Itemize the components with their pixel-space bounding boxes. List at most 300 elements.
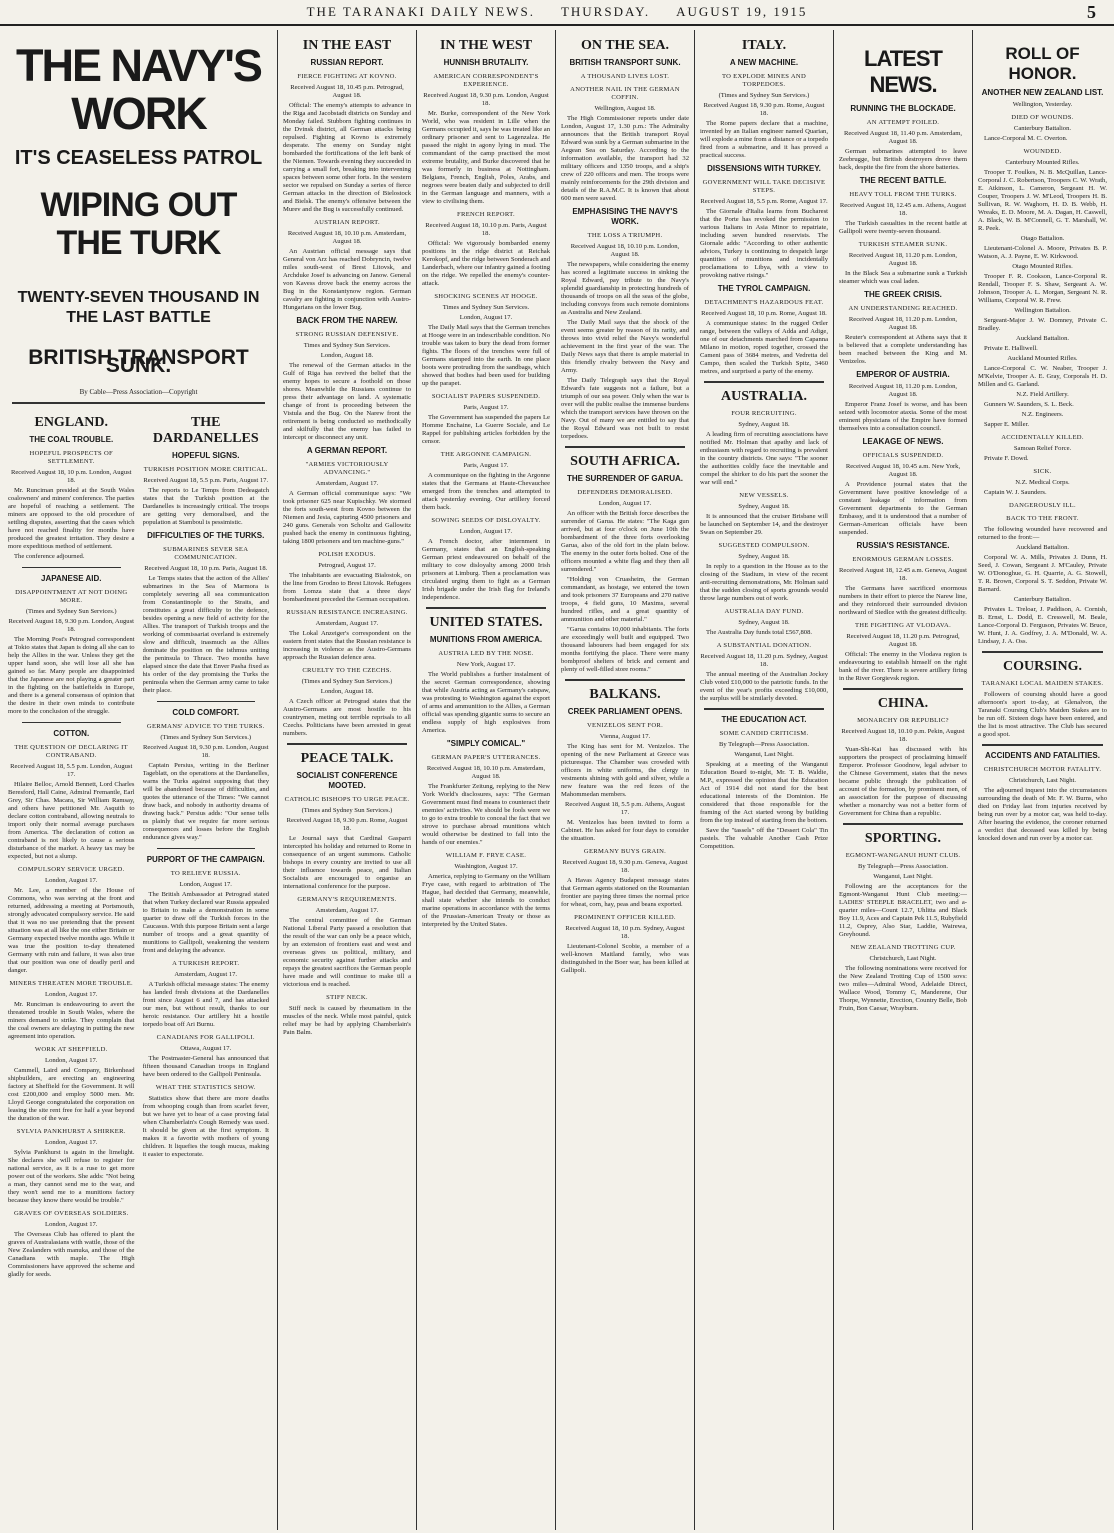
article-subhead: HOPEFUL PROSPECTS OF SETTLEMENT. xyxy=(29,450,113,465)
section-title: COURSING. xyxy=(1003,659,1082,674)
section-title: PEACE TALK. xyxy=(300,751,394,766)
article-subhead: WHAT THE STATISTICS SHOW. xyxy=(155,1084,256,1091)
article-headline: BRITISH TRANSPORT SUNK. xyxy=(569,58,681,67)
dateline: Received August 18, 10 p.m. Rome, August 18. xyxy=(701,310,827,317)
masthead xyxy=(0,0,1114,26)
article-headline: THE RECENT BATTLE. xyxy=(859,176,947,185)
divider xyxy=(157,848,256,849)
dateline: Received August 18, 11.20 p.m. London, August 18. xyxy=(848,252,958,267)
dateline: Received August 18, 11.20 p.m. Petrograd, August 18. xyxy=(846,633,960,648)
dateline: London, August 17. xyxy=(459,528,513,535)
section-title: UNITED STATES. xyxy=(429,615,543,630)
article-body: A German official communique says: "We took prisoner 625 near Kupischky. We stormed the forts south-west from Kovno between the Niemen and Jesia, capturing 4500 prisoners and 240 guns. Generals von Scholtz and Gallowitz pushed back the enemy in continuous fighting, taking 1800 prisoners and ten machine-guns." xyxy=(283,490,411,545)
paper-name: THE TARANAKI DAILY NEWS. xyxy=(306,4,535,19)
article-headline: THE COAL TROUBLE. xyxy=(29,435,114,444)
article-body: Official: The enemy in the Vlodava region is endeavouring to establish himself on the right bank of the river. There is severe artillery firing in the River Gorgievsk region. xyxy=(839,651,967,682)
article-subhead: AMERICAN CORRESPONDENT'S EXPERIENCE. xyxy=(433,73,539,88)
article-body: Reuter's correspondent at Athens says that it is believed that a complete understanding has been reached between the King and M. Venizelos. xyxy=(839,334,967,365)
dateline: Ottawa, August 17. xyxy=(180,1045,232,1052)
casualty-list: Captain W. J. Saunders. xyxy=(984,489,1047,496)
article-subhead: FRENCH REPORT. xyxy=(457,211,515,218)
article-body: German submarines attempted to leave Zeebrugge, but British destroyers drove them back, despite the fire from the shore batteries. xyxy=(839,148,967,171)
article-headline: COTTON. xyxy=(53,729,90,738)
article-headline: MUNITIONS FROM AMERICA. xyxy=(429,635,543,644)
article-headline: DISSENSIONS WITH TURKEY. xyxy=(707,164,821,173)
article-headline: HUNNISH BRUTALITY. xyxy=(443,58,529,67)
section-title: LATEST NEWS. xyxy=(864,46,942,97)
section-title: ITALY. xyxy=(741,38,787,53)
article-body: Statistics show that there are more deaths from whooping cough than from scarlet fever, but we have yet to hear of a case proving fatal when Chamberlain's Cough Remedy was used. It should be given at the first symptom. It makes it a favorite with mothers of young children. It liquefies the tough mucus, making it easier to expectorate. xyxy=(142,1095,269,1158)
section-title: IN THE EAST xyxy=(302,38,392,53)
article-subhead: ANOTHER NAIL IN THE GERMAN COFFIN. xyxy=(570,86,680,101)
article-subhead: BACK TO THE FRONT. xyxy=(1006,515,1079,522)
dardanelles-column xyxy=(143,409,270,1281)
unit-name: N.Z. Medical Corps. xyxy=(1015,479,1070,486)
casualty-list: Private E. Halliwell. xyxy=(984,345,1038,352)
article-subhead: WILLIAM F. FRYE CASE. xyxy=(445,852,527,859)
england-column xyxy=(8,409,135,1281)
article-subhead: SHOCKING SCENES AT HOOGE. xyxy=(434,293,538,300)
article-headline: THE SURRENDER OF GARUA. xyxy=(566,474,683,483)
article-subhead: GERMANY'S REQUIREMENTS. xyxy=(297,896,397,903)
article-headline: EMPHASISING THE NAVY'S WORK. xyxy=(572,207,678,226)
source-line: (Times and Sydney Sun Services.) xyxy=(718,92,810,99)
article-body: Le Temps states that the action of the Allies' submarines in the Sea of Marmora is completely severing all sea communication from Constantinople to the Straits, and constitutes a great difficulty to the defence, besides opening a new field of activity for the Allies. The transport of Turkish troops and the working of commissariat overland is extremely slow and difficult, inasmuch as the Allies dominate the position on the isthmus uniting the peninsula to Thrace. Two months have elapsed since the date that Enver Pasha fixed as his order of the day promising the Turks the peninsula when the German army came to take their place. xyxy=(142,575,269,694)
article-body: The adjourned inquest into the circumstances surrounding the death of Mr. F. W. Burns, who died on Friday last from injuries received by being run over by a motor car, was held to-day. After hearing the evidence, the coroner returned a verdict that deceased was killed by being knocked down and run over by a motor car. xyxy=(978,787,1107,842)
article-subhead: CRUELTY TO THE CZECHS. xyxy=(302,667,392,674)
column-italy xyxy=(695,30,834,1530)
casualty-list: Trooper T. Foulkes, N. B. McQuillan, Lance-Corporal J. C. Robertson, Troopers C. W. Wrath, E. Atkinson, L. Cameron, Sergeant H. W. Couper, Troopers J. W. M'Leod, Troopers H. B. Sullivan, R. W. Waghorn, H. D. B. Webb, H. Wreaks, E. D. Moore, M. A. Dagan, H. Caswell, A. Black, W. B. M'Connell, G. T. Marshall, W. R. Peek. xyxy=(978,169,1107,232)
dateline: Received August 18, 12.45 a.m. Athens, August 18. xyxy=(839,202,967,217)
article-subhead: GERMAN PAPER'S UTTERANCES. xyxy=(431,754,541,761)
dateline: Sydney, August 18. xyxy=(738,619,790,626)
unit-name: Canterbury Battalion. xyxy=(1013,125,1072,132)
article-body: The conference adjourned. xyxy=(14,553,85,560)
article-body: Official: The enemy's attempts to advance in the Riga and Jacobstadt districts on Sunday and Monday failed. Stubborn fighting continues in the Dvinsk district, all German attacks being repulsed. Fighting at Kovno is extremely desperate. The enemy on Sunday night bombarded the fortifications of the left bank of the Niemen. Towards evening they succeeded in carrying a small fort, breaking into intervening spaces between some other forts. In the western sector we repulsed on Sunday a series of fierce German attacks in the direction of Bielostock and Bielsk. The enemy's offensive between the Murev and the Bug is successfully continued. xyxy=(283,102,411,213)
divider xyxy=(982,651,1103,653)
lead-story xyxy=(0,30,278,1530)
dateline: Received August 18, 5.5 p.m. London, August 17. xyxy=(10,763,133,778)
headline-battle: TWENTY-SEVEN THOUSAND IN THE LAST BATTLE xyxy=(17,289,260,326)
dateline: Received August 18, 10.10 p.m. London, August 18. xyxy=(570,243,680,258)
article-subhead: NEW VESSELS. xyxy=(739,492,789,499)
article-body: Captain Persius, writing in the Berliner Tageblatt, on the operations at the Dardanelles, warns the Turks against supposing that they will be abandoned because of difficulties, and quotes the utterance of the Times: "We cannot draw back, and nobody in authority dreams of drawing back." Persius adds: "Our sense tells us plainly that we require far more serious consequences and losses before the English endurance gives way." xyxy=(142,762,269,841)
dateline: Received August 18, 10.10 p.m. Amsterdam, August 18. xyxy=(287,230,407,245)
article-body: The central committee of the German National Liberal Party passed a resolution that the result of the war can only be a peace which, by an extension of frontiers east and west and overseas gives us political, military, and economic security against further attacks and repays the greatest sacrifices the German people have made and will continue to make till a victorious end is reached. xyxy=(283,917,411,988)
section-title: ON THE SEA. xyxy=(580,38,670,53)
article-subhead: RUSSIAN RESISTANCE INCREASING. xyxy=(286,609,408,616)
column-roll-of-honor xyxy=(973,30,1112,1530)
article-body: "Garua contains 10,000 inhabitants. The forts are exceedingly well built and equipped. Two thousand labourers had been engaged for six months fortifying the place. There were many bombproof shelters of brick and cement and plenty of well-filled store rooms." xyxy=(561,626,689,673)
divider xyxy=(843,823,963,825)
dateline: Received August 18, 10 p.m. Paris, August 18. xyxy=(144,565,268,572)
divider xyxy=(22,567,121,568)
article-body: A Havas Agency Budapest message states that German agents stationed on the Roumanian frontier are paying three times the normal price for wheat, corn, hay, peas and beans exported. xyxy=(561,877,689,908)
article-headline: DIFFICULTIES OF THE TURKS. xyxy=(147,531,265,540)
article-subhead: THE FIGHTING AT VLODAVA. xyxy=(854,622,952,629)
article-subhead: STRONG RUSSIAN DEFENSIVE. xyxy=(295,331,399,338)
dateline: Received August 18, 10.45 a.m. New York, August 18. xyxy=(845,463,961,478)
article-body: Yuan-Shi-Kai has discussed with his supporters the prospect of proclaiming himself Emperor. Professor Goodnow, legal adviser to the Chinese Government, states that the news became public through the publication of account of the formation, by prominent men, of an association for the purpose of discussing whether a monarchy was not a better form of Government for China than a republic. xyxy=(839,746,967,817)
article-body: A Turkish official message states: The enemy has landed fresh divisions at the Dardanelles front since August 6 and 7, and has attacked our men, but without result, thanks to our heroic resistance. Our artillery hit a hostile torpedo boat off Ari Burnu. xyxy=(142,981,269,1028)
divider xyxy=(22,722,121,723)
casualty-list: Gunners W. Saunders, S. L. Beck. xyxy=(984,401,1074,408)
divider xyxy=(843,688,963,690)
dateline: London, August 17. xyxy=(179,881,232,888)
dateline: Received August 18, 9.30 p.m. Rome, August 18. xyxy=(703,102,825,117)
dateline: Paris, August 17. xyxy=(463,462,509,469)
unit-name: Canterbury Mounted Rifles. xyxy=(1005,159,1080,166)
divider xyxy=(982,744,1103,746)
page-number: 5 xyxy=(1087,2,1098,22)
dateline: Received August 18, 11.20 p.m. London, August 18. xyxy=(848,383,958,398)
dateline: Amsterdam, August 17. xyxy=(315,620,379,627)
dateline: London, August 17. xyxy=(598,500,652,507)
dateline: Wellington, Yesterday. xyxy=(1012,101,1073,108)
casualty-list: Sapper E. Miller. xyxy=(984,421,1030,428)
article-subhead: AUSTRIA LED BY THE NOSE. xyxy=(438,650,534,657)
dateline: Amsterdam, August 17. xyxy=(315,480,379,487)
article-subhead: DISAPPOINTMENT AT NOT DOING MORE. xyxy=(15,589,128,604)
article-subhead: DEFENDERS DEMORALISED. xyxy=(577,489,673,496)
casualty-list: Private F. Dowd. xyxy=(984,455,1029,462)
casualty-list: Sergeant-Major J. W. Domney, Private C. Bradley. xyxy=(978,317,1107,332)
source-line: Times and Sydney Sun Services. xyxy=(303,342,391,349)
dateline: Received August 18, 9.30 p.m. London, August 18. xyxy=(423,92,549,107)
article-body: The Postmaster-General has announced that fifteen thousand Canadian troops in England have been ordered to the Gallipoli Peninsula. xyxy=(142,1055,269,1078)
article-body: America, replying to Germany on the William Frye case, with regard to arbitration of The Hague, had decided that Germany, meanwhile, shall state whether she intends to conduct marine operations in accordance with the terms of the Prussian-American Treaty or those as interpreted by the United States. xyxy=(422,873,550,928)
article-subhead: SICK. xyxy=(1033,468,1052,475)
dateline: Paris, August 17. xyxy=(463,404,509,411)
article-subhead: CHRISTCHURCH MOTOR FATALITY. xyxy=(983,766,1102,773)
article-body: Mr. Lee, a member of the House of Commons, who was serving at the front and returned, addressing a meeting at Portsmouth, strongly advocated compulsory service. He said that it was no use pretending that the present situation was at all like the one either Britain or Germany expected twelve months ago. While it was true the position to-day threatened Germany with ruin and failure, it was also true that our position was one of deadly peril and danger. xyxy=(8,887,135,974)
article-subhead: TO EXPLODE MINES AND TORPEDOES. xyxy=(721,73,807,88)
article-subhead: GOVERNMENT WILL TAKE DECISIVE STEPS. xyxy=(702,179,826,194)
article-subhead: GERMANY BUYS GRAIN. xyxy=(583,848,667,855)
article-headline: "SIMPLY COMICAL." xyxy=(446,739,526,748)
divider xyxy=(704,381,824,383)
article-body: A leading firm of recruiting associations have notified Mr. Holman that apathy and lack of enthusiasm with regard to recruiting is prevalent in the country districts. One says: "The sooner the authorities coldly face the inevitable and compel the shirker to do his part the sooner the war will end." xyxy=(700,431,828,486)
dateline: Received August 18, 9.30 p.m. Geneva, August 18. xyxy=(562,859,688,874)
unit-name: Samoan Relief Force. xyxy=(1013,445,1072,452)
article-body: The Lokal Anzeiger's correspondent on the eastern front states that the Russian resistance is increasing in violence as the Austro-Germans approach the Russian defence area. xyxy=(283,630,411,661)
issue-date: AUGUST 19, 1915 xyxy=(676,4,808,19)
dateline: Washington, August 17. xyxy=(454,863,518,870)
article-body: The renewal of the German attacks in the Gulf of Riga has revived the belief that the enemy hopes to secure a foothold on those shores. Meanwhile the Russians continue to press their advantage on land. A systematic change of front is proceeding between the Vistula and the Bug. On the Narew front the retirement is being conducted so methodically and skilfully that the enemy has failed to intercept or disconnect any unit. xyxy=(283,362,411,441)
dateline: London, August 18. xyxy=(320,352,374,359)
article-subhead: GRAVES OF OVERSEAS SOLDIERS. xyxy=(13,1210,129,1217)
article-subhead: SYLVIA PANKHURST A SHIRKER. xyxy=(16,1128,126,1135)
issue-day: THURSDAY. xyxy=(560,4,651,19)
article-subhead: SOME CANDID CRITICISM. xyxy=(719,730,809,737)
casualty-list: Corporal W. A. Mills, Privates J. Dunn, H. Seed, J. Cowan, Sergeant J. M'Cauley, Private W. O'Donoghue, G. H. Quarrie, A. G. Stowell, T. R. Brown, Corporal S. T. Seddon, Private W. Barnard. xyxy=(978,554,1107,593)
article-body: The Daily Mail says that the German trenches at Hooge were in an indescribable condition. No trouble was taken to bury the dead from former fights. The floors of the trenches were full of Germans stamped into the earth. In one place boots were protruding from the sandbags, which showed that bodies had been used for building up the parapet. xyxy=(422,324,550,387)
article-subhead: A THOUSAND LIVES LOST. xyxy=(580,73,670,80)
article-body: The Government has suspended the papers Le Homme Enchaine, La Guerre Sociale, and Le Rappel for publishing articles forbidden by the censor. xyxy=(422,414,550,445)
article-subhead: THE LOSS A TRIUMPH. xyxy=(587,232,663,239)
divider xyxy=(12,402,265,404)
section-title: AUSTRALIA. xyxy=(721,389,807,404)
section-title: ENGLAND. xyxy=(34,415,108,430)
column-west xyxy=(417,30,556,1530)
article-body: A communique on the fighting in the Argonne states that the Germans at Haute-Chevauchee emerged from the trenches and attempted to attack yesterday evening. Our artillery forced them back. xyxy=(422,472,550,511)
article-subhead: STIFF NECK. xyxy=(326,994,368,1001)
article-body: It is announced that the cruiser Brisbane will be launched on September 14, and the destroyer Swan on September 29. xyxy=(700,513,828,536)
article-body: A Czech officer at Petrograd states that the Austro-Germans are most hostile to his countrymen, meting out terrible reprisals to all Czechs. Politicians have been arrested in great numbers. xyxy=(283,698,411,737)
dateline: Christchurch, Last Night. xyxy=(869,955,937,962)
article-subhead: OFFICIALS SUSPENDED. xyxy=(862,452,944,459)
article-subhead: A TURKISH REPORT. xyxy=(172,960,240,967)
article-subhead: TARANAKI LOCAL MAIDEN STAKES. xyxy=(981,680,1104,687)
article-body: Speaking at a meeting of the Wanganui Education Board to-night, Mr. T. B. Waldie, M.P., expressed the opinion that the Education Act of 1914 did not stand for the best educational interests of the Dominion. He considered that those responsible for the framing of the Act started wrong by building from the top instead of starting from the bottom. xyxy=(700,761,828,824)
article-headline: THE GREEK CRISIS. xyxy=(864,290,942,299)
article-headline: CREEK PARLIAMENT OPENS. xyxy=(567,707,683,716)
article-body: An officer with the British force describes the surrender of Garua. He states: "The Kaga gun arrived, but at four o'clock on June 10th the bombardment of the three forts overlooking Garua, also of the old fort in the plain below. The enemy in the outer forts bolted. One of the officers mounted a white flag and they then all surrendered." xyxy=(561,510,689,573)
dateline: Sydney, August 18. xyxy=(738,421,790,428)
source-line: Times and Sydney Sun Services. xyxy=(442,304,530,311)
article-body: The following nominations were received for the New Zealand Trotting Cup of 1500 sovs: two miles—Admiral Wood, Adelaide Direct, Wallace Wood, Tommy C, Manderene, Our Thorpe, Wynnette, Erection, Country Belle, Bob Fruin, Bon Caesar, Wrayburn. xyxy=(839,965,967,1012)
article-body: Le Journal says that Cardinal Gasparri intercepted his holiday and returned to Rome in consequence of an urgent summons. Catholic bishops in every country are invited to use all their influence towards peace, and Italian Socialists are encouraged to organise an international conference for the purpose. xyxy=(283,835,411,890)
casualty-list: Lance-Corporal C. W. Neaber, Trooper J. M'Kelvie, Trooper A. E. Gray, Corporals H. D. Millen and G. Garland. xyxy=(978,365,1107,388)
article-body: The King has sent for M. Venizelos. The opening of the new Parliament at Greece was picturesque. The Chamber was crowded with officers in white uniforms, the clergy in vestments shining with gold and silver, while a new feature was the red fezes of the Mahommedan members. xyxy=(561,743,689,798)
headline-navy: THE NAVY'S WORK xyxy=(16,40,261,139)
article-body: The Daily Mail says that the shock of the event seems greater by reason of its rarity, and throws into vivid relief the Navy's wonderful achievement in the first year of the war. The Daily News says that there is ample material in this friendly rivalry between the Navy and Army. xyxy=(561,319,689,374)
unit-name: Canterbury Battalion. xyxy=(1013,596,1072,603)
article-headline: BACK FROM THE NAREW. xyxy=(296,316,398,325)
article-body: The Germans have sacrificed enormous numbers in their effort to pierce the Narew line, and they reinforced their surrounded division northward of Siedlce with the greatest difficulty. xyxy=(839,585,967,616)
article-body: M. Venizelos has been invited to form a Cabinet. He has asked for four days to consider the situation. xyxy=(561,819,689,842)
article-body: In reply to a question in the House as to the closing of the Stadium, in view of the recent anti-recruiting demonstrations, Mr. Holman said that the sudden closing of sports grounds would throw large numbers out of work. xyxy=(700,563,828,602)
article-body: The Morning Post's Petrograd correspondent at Tokio states that Japan is doing all she can to help the Allies in the war. Unless they get the upper hand soon, she will lose all she has gained so far. Many people are disappointed that the Japanese are not playing a greater part in the fighting on the battlefields in Europe, and there is a general consensus of opinion that the desire in their own minds to contribute more to the conclusion of the struggle. xyxy=(8,636,135,715)
source-line: By Telegraph—Press Association. xyxy=(718,741,810,748)
dateline: London, August 17. xyxy=(459,314,513,321)
divider xyxy=(565,679,685,681)
dateline: Received August 18, 10.45 p.m. Petrograd, August 18. xyxy=(290,84,404,99)
article-headline: THE EDUCATION ACT. xyxy=(721,715,807,724)
column-east xyxy=(278,30,417,1530)
article-body: The Overseas Club has offered to plant the graves of Australasians with wattle, those of the New Zealanders with manuka, and those of the Canadians with maple. The High Commissioners have approved the scheme and gladly for seeds. xyxy=(8,1231,135,1278)
article-body: An Austrian official message says that General von Arz has reached Dobryncin, twelve miles south-west of Brest Litovsk, and Archduke Josef is advancing on Janow. General von Kavess drove back the enemy across the Bug in the Konstantynow region. German cavalry are fighting in conjunction with Austro-Hungarians on the lower Bug. xyxy=(283,248,411,311)
article-body: Following are the acceptances for the Egmont-Wanganui Hunt Club meeting:—LADIES' STEEPLE BRACELET, two and a-quarter miles—Count 12.7, Uhlitta and Black Boy 11.9, Aces and Captain Pek 11.5, Rubyfield 11.2, Osprey, Also Star, Laddie, Wairewa, Greyhound. xyxy=(839,883,967,938)
article-subhead: DETACHMENT'S HAZARDOUS FEAT. xyxy=(704,299,824,306)
article-subhead: GERMANS' ADVICE TO THE TURKS. xyxy=(146,723,265,730)
article-subhead: SOCIALIST PAPERS SUSPENDED. xyxy=(431,393,541,400)
article-subhead: WORK AT SHEFFIELD. xyxy=(34,1046,108,1053)
dateline: Wanganui, Last Night. xyxy=(734,751,794,758)
article-body: Save the "tassels" off the "Dessert Cola" Tin pastels. The valuable Another Cash Prize Competition. xyxy=(700,827,828,850)
source-line: (Times and Sydney Sun Services.) xyxy=(25,608,117,615)
article-subhead: A SUBSTANTIAL DONATION. xyxy=(716,642,812,649)
divider xyxy=(426,607,546,609)
dateline: Received August 18, 11.20 p.m. Sydney, August 18. xyxy=(700,653,828,668)
article-subhead: AN ATTEMPT FOILED. xyxy=(866,119,940,126)
source-line: By Telegraph—Press Association. xyxy=(857,863,949,870)
article-subhead: PROMINENT OFFICER KILLED. xyxy=(574,914,676,921)
dateline: Received August 18, 10 p.m. London, August 18. xyxy=(10,469,132,484)
article-subhead: EGMONT-WANGANUI HUNT CLUB. xyxy=(845,852,961,859)
article-body: A French doctor, after internment in Germany, states that an English-speaking German priest endeavoured on behalf of the military to cow disloyalty among 2000 Irish prisoners at Limburg. Then a proclamation was circulated urging them to fight as a German Irish brigade under the Irish flag for Ireland's independence. xyxy=(422,538,550,601)
section-title: IN THE WEST xyxy=(439,38,533,53)
article-subhead: ACCIDENTALLY KILLED. xyxy=(1001,434,1084,441)
article-subhead: DANGEROUSLY ILL. xyxy=(1009,502,1076,509)
source-line: (Times and Sydney Sun Services.) xyxy=(301,807,393,814)
article-headline: ANOTHER NEW ZEALAND LIST. xyxy=(981,88,1104,97)
article-headline: RUSSIA'S RESISTANCE. xyxy=(856,541,950,550)
dateline: Received August 18, 9.30 p.m. Rome, August 18. xyxy=(286,817,408,832)
article-body: Stiff neck is caused by rheumatism in the muscles of the neck. While most painful, quick relief may be had by applying Chamberlain's Pain Balm. xyxy=(283,1005,411,1036)
article-body: Mr. Runciman presided at the South Wales coalowners' and miners' conference. The parties are hopeful of reaching a settlement. The miners are opposed to the old procedure of settling disputes, asserting that the cases which have not reached finality for months have produced the greatest irritation. They desire a more expeditious method of settlement. xyxy=(8,487,135,550)
unit-name: Auckland Mounted Rifles. xyxy=(1007,355,1078,362)
article-subhead: CANADIANS FOR GALLIPOLI. xyxy=(156,1034,255,1041)
article-body: Followers of coursing should have a good afternoon's sport to-day, at Glenalvon, the Taranaki Coursing Club's Maiden Stakes are to be run off. Sixteen dogs have been entered, and the list is most attractive. The Club has secured a good spot. xyxy=(978,691,1107,738)
divider xyxy=(157,701,256,702)
article-body: The annual meeting of the Australian Jockey Club voted £10,000 to the patriotic funds. In the event of the year's profits exceeding £10,000, the surplus will be similarly devoted. xyxy=(700,671,828,702)
dateline: Received August 18, 11.20 p.m. London, August 18. xyxy=(848,316,958,331)
divider xyxy=(565,446,685,448)
dateline: Received August 18, 5.5 p.m. Rome, August 17. xyxy=(700,198,828,205)
unit-name: Otago Mounted Rifles. xyxy=(1012,263,1073,270)
casualty-list: Trooper F. R. Cookson, Lance-Corporal R. Rendall, Trooper F. S. Shaw, Sergeant A. W. Johnson, Trooper A. L. Morgan, Sergeant N. R. Williams, Corporal W. R. Frew. xyxy=(978,273,1107,304)
article-subhead: ENORMOUS GERMAN LOSSES. xyxy=(852,556,954,563)
headline-transport: BRITISH TRANSPORT SUNK. xyxy=(28,346,249,377)
dateline: Vienna, August 17. xyxy=(599,733,651,740)
dateline: Received August 18, 10.10 p.m. Paris, August 18. xyxy=(425,222,547,237)
column-latest-news xyxy=(834,30,973,1530)
article-headline: THE TYROL CAMPAIGN. xyxy=(717,284,811,293)
dateline: Received August 18, 5.5 p.m. Paris, August 17. xyxy=(143,477,269,484)
dateline: Received August 18, 10 p.m. Sydney, August 18. xyxy=(565,925,685,940)
dateline: Wellington, August 18. xyxy=(594,105,656,112)
article-body: Sylvia Pankhurst is again in the limelight. She declares she will refuse to register for national service, as it is a ruse to get more power out of the workers. She adds: "Not being a man, they cannot send me to the war, and they won't send me to a munitions factory because they know there would be trouble." xyxy=(8,1149,135,1204)
byline: By Cable—Press Association—Copyright xyxy=(79,388,198,396)
article-subhead: SOWING SEEDS OF DISLOYALTY. xyxy=(431,517,541,524)
article-subhead: SUBMARINES SEVER SEA COMMUNICATION. xyxy=(163,546,249,561)
article-body: A communique states: In the rugged Ortler range, between the valleys of Adda and Adige, one of our detachments marched from Capanna Milano in motion, roped together, crossed the Cameni pass of 3684 metres, and Vedretta del Campo, then scaled the Turkish Spitz, 3460 metres, and surprised a party of the enemy. xyxy=(700,320,828,375)
article-subhead: SUGGESTED COMPULSION. xyxy=(718,542,810,549)
divider xyxy=(704,708,824,710)
article-subhead: AUSTRALIA DAY FUND. xyxy=(724,608,804,615)
unit-name: Wellington Battalion. xyxy=(1014,307,1071,314)
article-subhead: NEW ZEALAND TROTTING CUP. xyxy=(850,944,956,951)
dateline: London, August 17. xyxy=(45,1057,98,1064)
article-body: "Holding von Cruasheim, the German commandant, as hostage, we entered the town and took prisoners 37 Europeans and 270 native troops, 4 field guns, 10 Maxims, several hundred rifles, and a great quantity of ammunition and other material." xyxy=(561,576,689,623)
article-headline: LEAKAGE OF NEWS. xyxy=(862,437,944,446)
article-headline: EMPEROR OF AUSTRIA. xyxy=(856,370,950,379)
lead-subcolumns xyxy=(8,409,269,1281)
article-subhead: POLISH EXODUS. xyxy=(318,551,376,558)
source-line: (Times and Sydney Sun Services.) xyxy=(160,734,252,741)
dateline: Sydney, August 18. xyxy=(738,553,790,560)
article-subhead: HEAVY TOLL FROM THE TURKS. xyxy=(849,191,957,198)
article-headline: PURPORT OF THE CAMPAIGN. xyxy=(146,855,265,864)
section-title: SPORTING. xyxy=(864,831,942,846)
article-body: Official: We vigorously bombarded enemy positions in the ridge district at Reichak Kerokopf, and the ridge between Sonderach and Landerbach, where our infantry gained a footing on the ridge. We repelled the enemy's counter-attack. xyxy=(422,240,550,287)
article-subhead: "ARMIES VICTORIOUSLY ADVANCING." xyxy=(305,461,389,476)
unit-name: Otago Battalion. xyxy=(1020,235,1065,242)
dateline: Received August 18, 10.10 p.m. Amsterdam, August 18. xyxy=(426,765,546,780)
dateline: Received August 18, 11.40 p.m. Amsterdam, August 18. xyxy=(843,130,963,145)
article-headline: ACCIDENTS AND FATALITIES. xyxy=(985,751,1100,760)
article-body: Lieutenant-Colonel Scobie, a member of a well-known Maitland family, who was distinguished in the Boer war, has been killed at Gallipoli. xyxy=(561,943,689,974)
newspaper-columns xyxy=(0,30,1114,1530)
dateline: London, August 18. xyxy=(320,688,374,695)
article-body: The High Commissioner reports under date London, August 17, 1.30 p.m.: The Admiralty announces that the British transport Royal Edward was sunk by a German submarine in the Aegean Sea on Saturday. According to the information available, the transport had 32 military officers and 1350 troops, and a ship's crew of 220 officers and men. The troops were mainly reinforcements for the 29th division and details of the R.A.M.C. It is known that about 600 men were saved. xyxy=(561,115,689,202)
dateline: London, August 17. xyxy=(45,991,98,998)
article-subhead: MONARCHY OR REPUBLIC? xyxy=(857,717,949,724)
section-title: BALKANS. xyxy=(589,687,661,702)
article-body: Mr. Burke, correspondent of the New York World, who was resident in Lille when the Germans occupied it, says he was treated like an ordinary prisoner and sent to Lagenzalza. He passed the night in agony lying in mud. The commandant of the camp practised the most extreme brutality, and Burke discovered that he was formerly in business at Nottingham. Belgians, French, English, Poles, Arabs, and negroes were beaten daily and subjected to drill in the German language and manners, with a view to civilising them. xyxy=(422,110,550,205)
article-headline: HOPEFUL SIGNS. xyxy=(172,451,240,460)
article-body: In the Black Sea a submarine sunk a Turkish steamer which was coal laden. xyxy=(839,270,967,285)
article-headline: A GERMAN REPORT. xyxy=(306,446,388,455)
article-headline: A NEW MACHINE. xyxy=(729,58,799,67)
dateline: Received August 18, 9.30 p.m. London, August 18. xyxy=(143,744,269,759)
unit-name: N.Z. Engineers. xyxy=(1021,411,1064,418)
article-body: The following wounded have recovered and returned to the front:— xyxy=(978,526,1107,541)
article-headline: COLD COMFORT. xyxy=(172,708,240,717)
article-subhead: COMPULSORY SERVICE URGED. xyxy=(17,866,125,873)
article-subhead: VENIZELOS SENT FOR. xyxy=(586,722,664,729)
article-body: Hilaire Belloc, Arnold Bennett, Lord Charles Beresford, Hall Caine, Admiral Fremantle, Earl Grey, Sir Chas. Macara, Sir William Ramsay, and others have petitioned Mr. Asquith to declare cotton contraband, allowing neutrals to import only their normal average purchases from America. The declaration of cotton as contraband is not likely to cause a serious disturbance of the market. A heavy tax may be expected, but not a slump. xyxy=(8,781,135,860)
dateline: London, August 17. xyxy=(45,1139,98,1146)
dateline: Petrograd, August 17. xyxy=(318,562,376,569)
dateline: Christchurch, Last Night. xyxy=(1008,777,1077,784)
article-body: A Providence journal states that the Government have positive knowledge of a constant leakage of information from Government departments to the German Embassy, and it is understood that a number of German-American officials have been suspended. xyxy=(839,481,967,536)
article-body: The Frankfurter Zeitung, replying to the New York World's disclosures, says: "The German Government must find means to counteract their enemies' activities. We should be fools were we to go to extra trouble to conceal the fact that we strove to purchase abroad munitions which would otherwise be destined to fall into the hands of our enemies." xyxy=(422,783,550,846)
dateline: Received August 18, 10.10 p.m. Pekin, August 18. xyxy=(841,728,965,743)
article-subhead: FIERCE FIGHTING AT KOVNO. xyxy=(297,73,397,80)
headline-turk: WIPING OUT THE TURK xyxy=(40,186,237,262)
article-body: The Turkish casualties in the recent battle at Gallipoli were twenty-seven thousand. xyxy=(839,220,967,235)
dateline: Received August 18, 12.45 a.m. Geneva, August 18. xyxy=(839,567,968,582)
article-headline: SOCIALIST CONFERENCE MOOTED. xyxy=(296,771,398,790)
dateline: Wanganui, Last Night. xyxy=(873,873,933,880)
section-title: SOUTH AFRICA. xyxy=(570,454,680,469)
article-subhead: THE ARGONNE CAMPAIGN. xyxy=(440,451,532,458)
dateline: New York, August 17. xyxy=(456,661,516,668)
article-subhead: TURKISH POSITION MORE CRITICAL. xyxy=(143,466,268,473)
article-subhead: MINERS THREATEN MORE TROUBLE. xyxy=(9,980,133,987)
article-body: The World publishes a further instalment of the secret German correspondence, showing that while Austria acting as Germany's catspaw, was protesting to Washington against the export of arms and ammunition to the Allies, a German official was spending gigantic sums to secure an endless supply of high explosives from America. xyxy=(422,671,550,734)
article-subhead: AUSTRIAN REPORT. xyxy=(314,219,380,226)
article-body: The Australia Day funds total £567,808. xyxy=(706,629,813,636)
article-body: The Giornale d'Italia learns from Bucharest that the Porte has revoked the permission to various Italians in Asia Minor to repatriate, including seven hundred reservists. The Giornale adds: "According to other authentic advices, Turkey is continuing to despatch large quantities of munitions and incidentally proclamations to Libya, with a view to provoking native risings." xyxy=(700,208,828,279)
divider xyxy=(287,743,407,745)
article-body: The inhabitants are evacuating Bialostok, on the line from Grodno to Brest Litovsk. Refugees from Lomza state that a three days' bombardment preceded the German occupation. xyxy=(283,572,411,603)
unit-name: N.Z. Field Artillery. xyxy=(1016,391,1069,398)
article-body: Cammell, Laird and Company, Birkenhead shipbuilders, are erecting an engineering factory at Sheffield for the Government. It will cost £200,000 and employ 5000 men. Mr. Lloyd George congratulated the corporation on leasing the site rent free for half a year beyond the duration of the war. xyxy=(8,1067,135,1122)
article-headline: JAPANESE AID. xyxy=(41,574,102,583)
article-subhead: TURKISH STEAMER SUNK. xyxy=(858,241,948,248)
column-sea xyxy=(556,30,695,1530)
article-headline: RUNNING THE BLOCKADE. xyxy=(850,104,956,113)
article-headline: RUSSIAN REPORT. xyxy=(310,58,384,67)
article-body: The newspapers, while considering the enemy has scored a legitimate success in sinking the Royal Edward, pay tribute to the Navy's splendid guardianship in protecting hundreds of thousands of troops on all the seas of the globe, including convoys from such remote dominions as Australia and New Zealand. xyxy=(561,261,689,316)
article-subhead: WOUNDED. xyxy=(1023,148,1062,155)
casualty-list: Privates L. Treloar, J. Paddison, A. Cornish, B. Ernst, L. Dodd, E. Cresswell, M. Beale, Lance-Corporal D. Ferguson, Privates W. Bruce, W. Hunt, J. A. Godfrey, J. A. M'Donald, W. A. Lindsay, J. A. Oss. xyxy=(978,606,1107,645)
casualty-list: Lance-Corporal M. C. Overton. xyxy=(984,135,1068,142)
article-subhead: THE QUESTION OF DECLARING IT CONTRABAND. xyxy=(14,744,129,759)
section-title: ROLL OF HONOR. xyxy=(1005,44,1080,83)
dateline: Received August 18, 5.5 p.m. Athens, August 17. xyxy=(565,801,685,816)
article-subhead: DIED OF WOUNDS. xyxy=(1011,114,1074,121)
dateline: Amsterdam, August 17. xyxy=(174,971,238,978)
dateline: London, August 17. xyxy=(45,1221,98,1228)
article-body: Mr. Runciman is endeavouring to avert the threatened trouble in South Wales, where the miners demand to strike. They complain that the coal owners are delaying in putting the new agreement into operation. xyxy=(8,1001,135,1040)
article-body: The British Ambassador at Petrograd stated that when Turkey declared war Russia appealed to Britain to make a demonstration in some quarter to draw off the Turkish forces in the Caucasus. With this purpose Britain sent a large number of troops and a great quantity of munitions to Gallipoli, weakening the western front and delaying the advance. xyxy=(142,891,269,954)
article-subhead: AN UNDERSTANDING REACHED. xyxy=(848,305,958,312)
dateline: London, August 17. xyxy=(45,877,98,884)
